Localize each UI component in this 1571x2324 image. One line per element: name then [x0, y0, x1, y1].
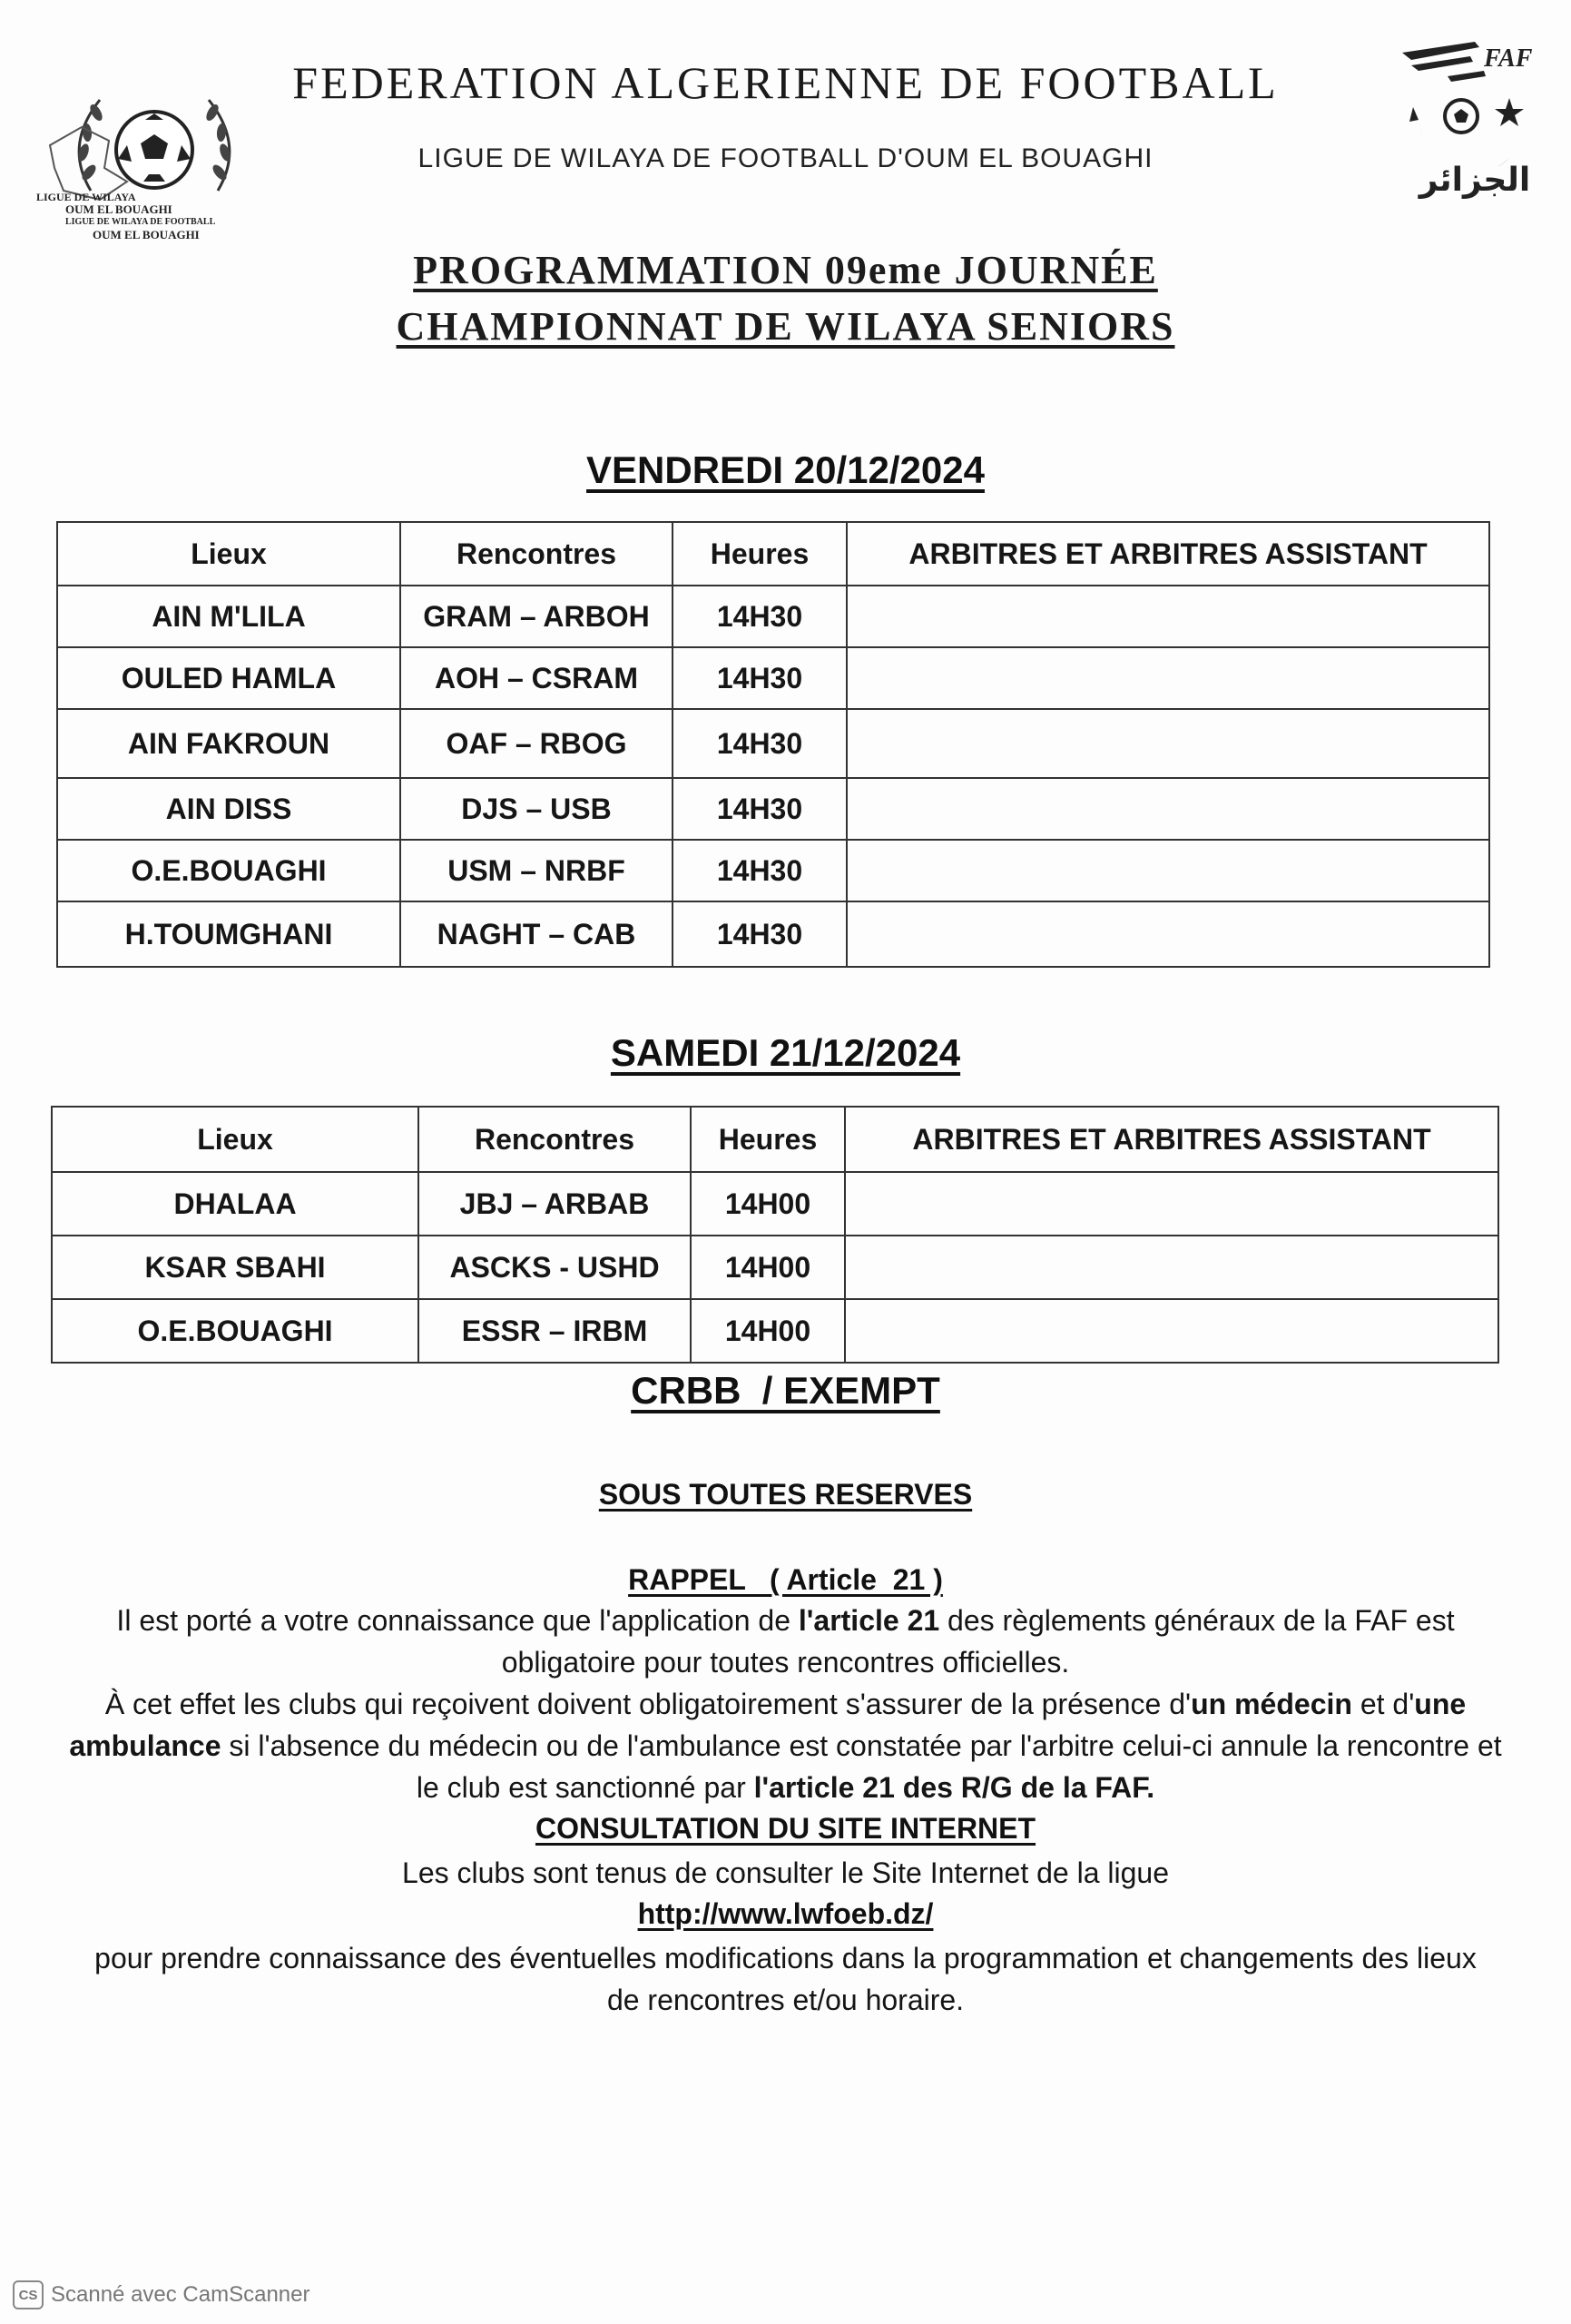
- table-row: [57, 709, 1489, 778]
- ligue-subtitle: LIGUE DE WILAYA DE FOOTBALL D'OUM EL BOUAGHI: [417, 143, 1154, 173]
- rappel-bold-text: l'article 21: [798, 1604, 940, 1637]
- cell-heure: 14H30: [673, 901, 847, 967]
- header-lieux: Lieux: [52, 1107, 418, 1172]
- cell-arbitres: [845, 1172, 1498, 1236]
- friday-schedule-table: [56, 521, 1490, 968]
- logo-arabic-text: الجزائر: [1419, 162, 1531, 199]
- header-arbitres: ARBITRES ET ARBITRES ASSISTANT: [845, 1107, 1498, 1172]
- saturday-schedule-table: [51, 1106, 1499, 1364]
- table-row: [52, 1172, 1498, 1236]
- rappel-text: À cet effet les clubs qui reçoivent doivent obligatoirement s'assurer de la présence d': [104, 1688, 1192, 1720]
- cell-arbitres: [845, 1236, 1498, 1299]
- cell-lieu: OULED HAMLA: [57, 647, 400, 709]
- cell-rencontre: DJS – USB: [400, 778, 673, 840]
- cell-rencontre: JBJ – ARBAB: [418, 1172, 691, 1236]
- cell-rencontre: AOH – CSRAM: [400, 647, 673, 709]
- cell-heure: 14H00: [691, 1299, 845, 1363]
- cell-rencontre: OAF – RBOG: [400, 709, 673, 778]
- rappel-title: RAPPEL ( Article 21 ): [628, 1563, 943, 1596]
- cell-rencontre: NAGHT – CAB: [400, 901, 673, 967]
- header-arbitres: ARBITRES ET ARBITRES ASSISTANT: [847, 522, 1489, 586]
- rappel-paragraph-1: [54, 1600, 1517, 1683]
- cell-lieu: O.E.BOUAGHI: [52, 1299, 418, 1363]
- cell-rencontre: USM – NRBF: [400, 840, 673, 901]
- cell-lieu: DHALAA: [52, 1172, 418, 1236]
- header-heures: Heures: [673, 522, 847, 586]
- cell-heure: 14H30: [673, 709, 847, 778]
- federation-title: FEDERATION ALGERIENNE DE FOOTBALL: [292, 57, 1279, 108]
- friday-title: VENDREDI 20/12/2024: [586, 448, 985, 491]
- cell-heure: 14H30: [673, 778, 847, 840]
- table-row: [57, 586, 1489, 647]
- saturday-title: SAMEDI 21/12/2024: [610, 1031, 961, 1074]
- table-row: [57, 901, 1489, 967]
- rappel-bold-text: l'article 21 des R/G de la FAF.: [753, 1771, 1155, 1804]
- cell-lieu: O.E.BOUAGHI: [57, 840, 400, 901]
- logo-text-3: LIGUE DE WILAYA DE FOOTBALL: [65, 217, 216, 227]
- exempt-notice: CRBB / EXEMPT: [631, 1369, 940, 1412]
- rappel-text: Il est porté a votre connaissance que l'application de: [116, 1604, 799, 1637]
- rappel-paragraph-2: [54, 1683, 1517, 1808]
- cell-rencontre: GRAM – ARBOH: [400, 586, 673, 647]
- faf-logo: [1393, 25, 1556, 207]
- cell-arbitres: [847, 901, 1489, 967]
- table-row: [57, 778, 1489, 840]
- consultation-line-1: Les clubs sont tenus de consulter le Site Internet de la ligue: [402, 1856, 1169, 1889]
- cell-lieu: H.TOUMGHANI: [57, 901, 400, 967]
- table-row: [57, 647, 1489, 709]
- cell-heure: 14H30: [673, 840, 847, 901]
- logo-text-4: OUM EL BOUAGHI: [93, 228, 200, 241]
- rappel-text: si l'absence du médecin ou de l'ambulance est constatée par l'arbitre celui-ci annule la rencontre et le club est sanctionné par: [221, 1729, 1502, 1804]
- camscanner-icon: CS: [13, 2280, 44, 2309]
- cell-heure: 14H00: [691, 1172, 845, 1236]
- consultation-line-2: pour prendre connaissance des éventuelles modifications dans la programmation et changements des lieux de rencontres et/ou horaire.: [94, 1942, 1477, 2016]
- cell-arbitres: [847, 709, 1489, 778]
- rappel-bold-text: une ambulance: [69, 1688, 1467, 1762]
- table-row: [52, 1236, 1498, 1299]
- header-lieux: Lieux: [57, 522, 400, 586]
- cell-arbitres: [845, 1299, 1498, 1363]
- cell-lieu: AIN FAKROUN: [57, 709, 400, 778]
- table-header-row: [52, 1107, 1498, 1172]
- programmation-title: PROGRAMMATION 09eme JOURNÉE: [413, 248, 1158, 292]
- camscanner-footer: [13, 2280, 310, 2309]
- cell-arbitres: [847, 586, 1489, 647]
- header-rencontres: Rencontres: [400, 522, 673, 586]
- header-rencontres: Rencontres: [418, 1107, 691, 1172]
- consultation-title: CONSULTATION DU SITE INTERNET: [535, 1812, 1036, 1845]
- table-header-row: [57, 522, 1489, 586]
- cell-rencontre: ASCKS - USHD: [418, 1236, 691, 1299]
- cell-heure: 14H30: [673, 586, 847, 647]
- championnat-title: CHAMPIONNAT DE WILAYA SENIORS: [396, 304, 1175, 349]
- cell-lieu: AIN DISS: [57, 778, 400, 840]
- rappel-text: des règlements généraux de la FAF est obligatoire pour toutes rencontres officielles.: [501, 1604, 1455, 1679]
- camscanner-text: Scanné avec CamScanner: [51, 2282, 310, 2307]
- faf-brand-text: FAF: [1484, 44, 1533, 73]
- table-row: [57, 840, 1489, 901]
- cell-heure: 14H30: [673, 647, 847, 709]
- cell-lieu: KSAR SBAHI: [52, 1236, 418, 1299]
- website-link[interactable]: http://www.lwfoeb.dz/: [637, 1897, 934, 1930]
- rappel-text: et d': [1351, 1688, 1415, 1720]
- logo-text-2: OUM EL BOUAGHI: [65, 202, 172, 216]
- cell-lieu: AIN M'LILA: [57, 586, 400, 647]
- cell-heure: 14H00: [691, 1236, 845, 1299]
- rappel-bold-text: un médecin: [1191, 1688, 1352, 1720]
- reserves-notice: SOUS TOUTES RESERVES: [598, 1478, 973, 1511]
- table-row: [52, 1299, 1498, 1363]
- cell-arbitres: [847, 647, 1489, 709]
- header-heures: Heures: [691, 1107, 845, 1172]
- cell-rencontre: ESSR – IRBM: [418, 1299, 691, 1363]
- logo-text-1: LIGUE DE WILAYA: [36, 191, 136, 203]
- cell-arbitres: [847, 778, 1489, 840]
- cell-arbitres: [847, 840, 1489, 901]
